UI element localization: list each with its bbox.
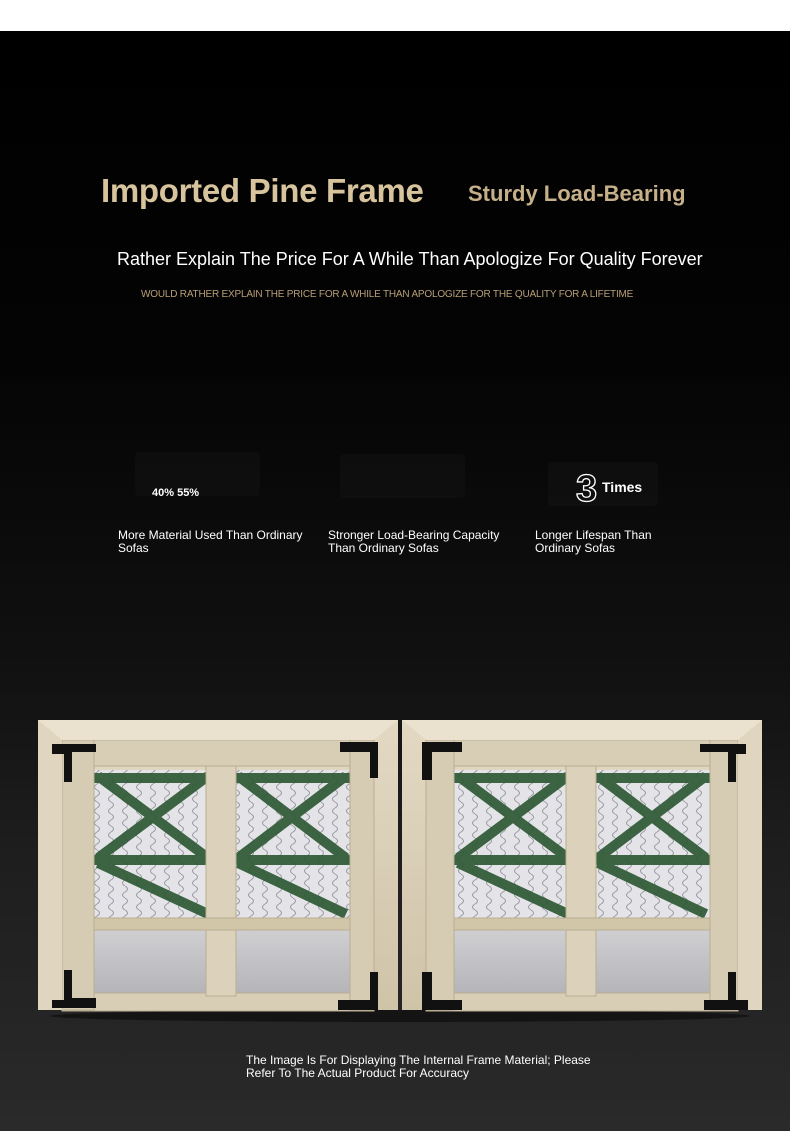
- headline-title: Imported Pine Frame: [101, 172, 424, 209]
- tagline-small: WOULD RATHER EXPLAIN THE PRICE FOR A WHILE THAN APOLOGIZE FOR THE QUALITY FOR A LIFETIME: [141, 289, 634, 300]
- stat-2-backdrop: [340, 454, 465, 498]
- stat-3-description: Longer Lifespan Than Ordinary Sofas: [535, 528, 652, 555]
- stat-1-description: More Material Used Than Ordinary Sofas: [118, 528, 303, 555]
- stat-3-unit: Times: [602, 479, 643, 495]
- stat-1-value: 40% 55%: [152, 487, 200, 499]
- stat-3-big-number: 3: [576, 468, 598, 510]
- right-frame: [402, 720, 762, 1011]
- headline-subtitle: Sturdy Load-Bearing: [468, 181, 686, 206]
- disclaimer-note: The Image Is For Displaying The Internal Frame Material; Please Refer To The Actual Product For Accuracy: [246, 1053, 591, 1080]
- left-frame: [38, 720, 398, 1011]
- stat-2-description: Stronger Load-Bearing Capacity Than Ordinary Sofas: [328, 528, 500, 555]
- pine-frame-photo: [38, 718, 762, 1022]
- top-white-bar: [0, 0, 790, 31]
- tagline: Rather Explain The Price For A While Than Apologize For Quality Forever: [117, 249, 703, 269]
